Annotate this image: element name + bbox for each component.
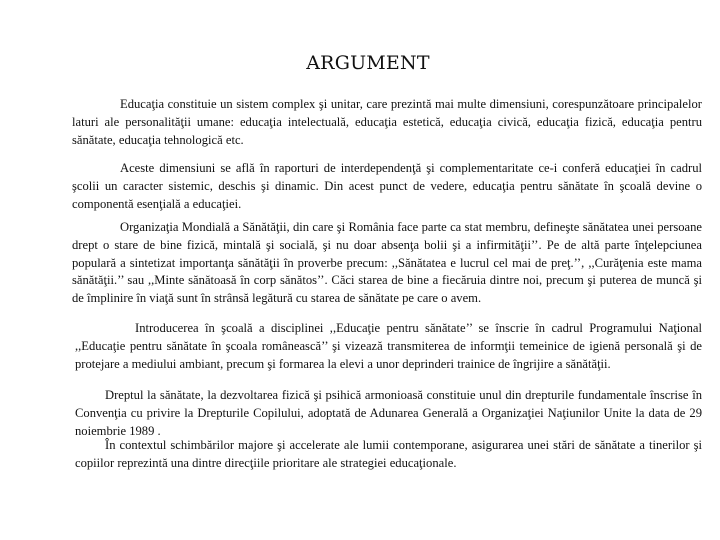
paragraph-who-definition: Organizaţia Mondială a Sănătăţii, din care şi România face parte ca stat membru, defineşte sănătatea unei persoane drept o stare de bine fizică, mintală şi socială, şi nu doar absenţa bolii şi a infirmităţii’’. Pe de altă parte înţelepciunea populară a sintetizat importanţa sănătăţii în proverbe precum: ,,Sănătatea e lucrul cel mai de preţ.’’, ,,Curăţenia este mama sănătăţii.’’ sau ,,Minte sănătoasă în corp sănătos’’. Căci starea de bine a fiecăruia dintre noi, precum şi puterea de muncă şi de împlinire în viaţă sunt în strânsă legătură cu starea de sănătate pe care o avem. bbox=[72, 220, 702, 306]
paragraph-national-program: Introducerea în şcoală a disciplinei ,,Educaţie pentru sănătate’’ se înscrie în cadrul Programului Naţional ,,Educaţie pentru sănătate în şcoala românească’’ şi vizează transmiterea de informţii temeinice de igienă personală şi de protejare a mediului ambiant, precum şi formarea la elevi a unor deprinderi trainice de îngrijire a sănătăţii. bbox=[75, 321, 702, 371]
paragraph-education-dimensions: Educaţia constituie un sistem complex şi unitar, care prezintă mai multe dimensiuni, corespunzătoare principalelor laturi ale personalităţii umane: educaţia intelectuală, educaţia estetică, educaţia civică, educaţia fizică, educaţia pentru sănătate, educaţia tehnologică etc. bbox=[72, 97, 702, 147]
paragraph-right-to-health: Dreptul la sănătate, la dezvoltarea fizică şi psihică armonioasă constituie unul din drepturile fundamentale înscrise în Convenţia cu privire la Drepturile Copilului, adoptată de Adunarea Generală a Organizaţiei Naţiunilor Unite la data de 29 noiembrie 1989 . bbox=[75, 388, 702, 438]
paragraph-contemporary-context: În contextul schimbărilor majore şi accelerate ale lumii contemporane, asigurarea unei stări de sănătate a tinerilor şi copiilor reprezintă una dintre direcţiile prioritare ale strategiei educaţionale. bbox=[75, 438, 702, 470]
paragraph-interdependence: Aceste dimensiuni se află în raporturi de interdependenţă şi complementaritate ce-i conferă educaţiei în cadrul şcolii un caracter sistemic, deschis şi dinamic. Din acest punct de vedere, educaţia pentru sănătate în şcoală devine o componentă esenţială a educaţiei. bbox=[72, 161, 702, 211]
page-title: ARGUMENT bbox=[306, 52, 430, 74]
